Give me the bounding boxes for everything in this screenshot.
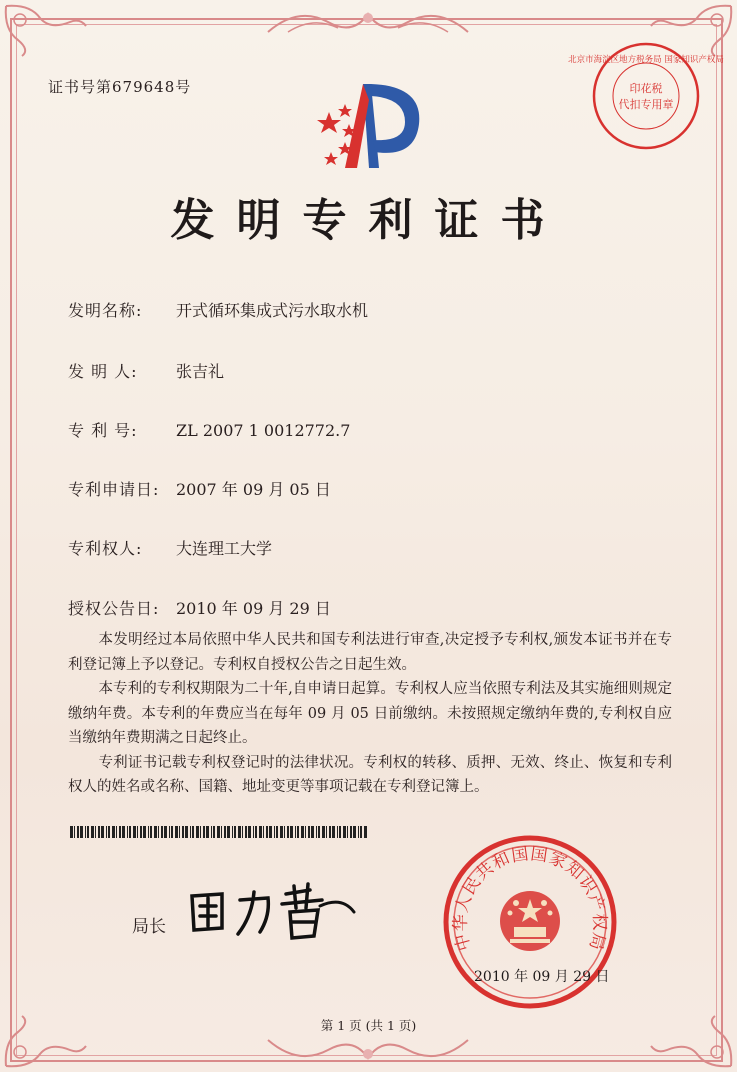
barcode-bar xyxy=(112,826,115,838)
body-paragraph-3: 专利证书记载专利权登记时的法律状况。专利权的转移、质押、无效、终止、恢复和专利权人的姓名或名称、国籍、地址变更等事项记载在专利登记簿上。 xyxy=(68,754,672,795)
barcode-bar xyxy=(255,826,257,838)
field-value: 2010 年 09 月 29 日 xyxy=(176,599,331,618)
barcode-bar xyxy=(213,826,215,838)
barcode-bar xyxy=(308,826,310,838)
barcode-bar xyxy=(221,826,222,838)
barcode-bar xyxy=(158,826,159,838)
director-label: 局长 xyxy=(132,917,166,937)
barcode-bar xyxy=(179,826,180,838)
field-label: 发明名称: xyxy=(68,301,143,320)
barcode-bar xyxy=(98,826,100,838)
barcode-bar xyxy=(266,826,268,838)
tax-stamp-line1: 印花税 xyxy=(629,82,663,95)
field-filing-date xyxy=(68,477,331,500)
field-grant-date xyxy=(68,596,331,619)
barcode-bar xyxy=(358,826,359,838)
barcode-bar xyxy=(140,826,142,838)
field-value: 2007 年 09 月 05 日 xyxy=(176,480,331,499)
barcode-bar xyxy=(143,826,146,838)
barcode-bar xyxy=(164,826,167,838)
sipo-logo xyxy=(315,80,427,176)
field-patentee xyxy=(68,536,272,559)
tax-stamp-line2: 代扣专用章 xyxy=(618,98,674,111)
barcode-bar xyxy=(217,826,220,838)
barcode-bar xyxy=(280,826,283,838)
barcode-bar xyxy=(353,826,356,838)
top-left-ornament xyxy=(0,0,90,60)
field-label: 专利申请日: xyxy=(68,480,160,499)
barcode-bar xyxy=(287,826,289,838)
barcode-bar xyxy=(77,826,79,838)
barcode-bar xyxy=(305,826,306,838)
field-value: ZL 2007 1 0012772.7 xyxy=(176,421,351,440)
barcode-bar xyxy=(224,826,226,838)
barcode-bar xyxy=(185,826,188,838)
barcode-bar xyxy=(192,826,194,838)
official-seal xyxy=(441,833,619,1015)
field-label: 发 明 人: xyxy=(68,362,138,381)
barcode-bar xyxy=(316,826,317,838)
barcode-bar xyxy=(85,826,86,838)
barcode-bar xyxy=(329,826,331,838)
certificate-body xyxy=(68,628,672,800)
page-footer: 第 1 页 (共 1 页) xyxy=(320,1018,417,1033)
barcode-bar xyxy=(154,826,157,838)
barcode-bar xyxy=(297,826,299,838)
body-paragraph-1: 本发明经过本局依照中华人民共和国专利法进行审查,决定授予专利权,颁发本证书并在专利登记簿上予以登记。专利权自授权公告之日起生效。 xyxy=(68,632,672,673)
barcode-bar xyxy=(245,826,247,838)
bottom-center-ornament xyxy=(258,1034,478,1070)
barcode-bar xyxy=(232,826,233,838)
field-value: 大连理工大学 xyxy=(176,539,273,558)
barcode-bar xyxy=(301,826,304,838)
barcode xyxy=(70,826,370,838)
barcode-bar xyxy=(161,826,163,838)
barcode-bar xyxy=(253,826,254,838)
barcode-bar xyxy=(364,826,367,838)
barcode-bar xyxy=(70,826,73,838)
barcode-bar xyxy=(148,826,149,838)
certificate-number: 证书号第679648号 xyxy=(48,78,192,96)
barcode-bar xyxy=(108,826,110,838)
barcode-bar xyxy=(347,826,348,838)
barcode-bar xyxy=(169,826,170,838)
field-invention-name xyxy=(68,298,368,321)
barcode-bar xyxy=(206,826,209,838)
barcode-bar xyxy=(295,826,296,838)
tax-stamp xyxy=(568,40,724,156)
barcode-bar xyxy=(326,826,327,838)
field-label: 专利权人: xyxy=(68,539,143,558)
barcode-bar xyxy=(190,826,191,838)
barcode-bar xyxy=(80,826,83,838)
barcode-bar xyxy=(175,826,178,838)
barcode-bar xyxy=(122,826,125,838)
barcode-bar xyxy=(200,826,201,838)
barcode-bar xyxy=(116,826,117,838)
field-label: 授权公告日: xyxy=(68,599,160,618)
barcode-bar xyxy=(238,826,241,838)
barcode-bar xyxy=(95,826,96,838)
barcode-bar xyxy=(290,826,293,838)
barcode-bar xyxy=(203,826,205,838)
barcode-bar xyxy=(137,826,138,838)
barcode-bar xyxy=(269,826,272,838)
field-value: 开式循环集成式污水取水机 xyxy=(176,301,369,320)
barcode-bar xyxy=(133,826,136,838)
barcode-bar xyxy=(119,826,121,838)
barcode-bar xyxy=(91,826,94,838)
barcode-bar xyxy=(227,826,230,838)
barcode-bar xyxy=(274,826,275,838)
field-patent-no xyxy=(68,418,350,441)
barcode-bar xyxy=(284,826,285,838)
barcode-bar xyxy=(127,826,128,838)
barcode-bar xyxy=(259,826,262,838)
page-title: 发明专利证书 xyxy=(170,195,567,246)
barcode-bar xyxy=(343,826,346,838)
barcode-bar xyxy=(248,826,251,838)
barcode-bar xyxy=(263,826,264,838)
seal-date: 2010 年 09 月 29 日 xyxy=(474,969,610,985)
barcode-bar xyxy=(350,826,352,838)
barcode-bar xyxy=(337,826,338,838)
body-paragraph-2: 本专利的专利权期限为二十年,自申请日起算。专利权人应当依照专利法及其实施细则规定缴纳年费。本专利的年费应当在每年 09 月 05 日前缴纳。未按照规定缴纳年费的,专利权自应当缴纳年费期满之日起终止。 xyxy=(68,681,672,746)
barcode-bar xyxy=(339,826,341,838)
seal-text: 中华人民共和国国家知识产权局 xyxy=(450,844,610,953)
barcode-bar xyxy=(242,826,243,838)
barcode-bar xyxy=(322,826,325,838)
barcode-bar xyxy=(171,826,173,838)
field-value: 张吉礼 xyxy=(176,362,225,381)
barcode-bar xyxy=(360,826,362,838)
barcode-bar xyxy=(101,826,104,838)
barcode-bar xyxy=(276,826,278,838)
director-signature xyxy=(182,876,362,950)
barcode-bar xyxy=(311,826,314,838)
barcode-bar xyxy=(234,826,236,838)
barcode-bar xyxy=(332,826,335,838)
top-center-ornament xyxy=(258,2,478,42)
tax-stamp-ring-text: 北京市海淀区地方税务局 国家知识产权局 xyxy=(568,55,724,65)
barcode-bar xyxy=(211,826,212,838)
barcode-bar xyxy=(182,826,184,838)
barcode-bar xyxy=(196,826,199,838)
barcode-bar xyxy=(150,826,152,838)
field-label: 专 利 号: xyxy=(68,421,138,440)
barcode-bar xyxy=(87,826,89,838)
field-inventor xyxy=(68,359,224,382)
barcode-bar xyxy=(129,826,131,838)
barcode-bar xyxy=(106,826,107,838)
barcode-bar xyxy=(318,826,320,838)
barcode-bar xyxy=(74,826,75,838)
